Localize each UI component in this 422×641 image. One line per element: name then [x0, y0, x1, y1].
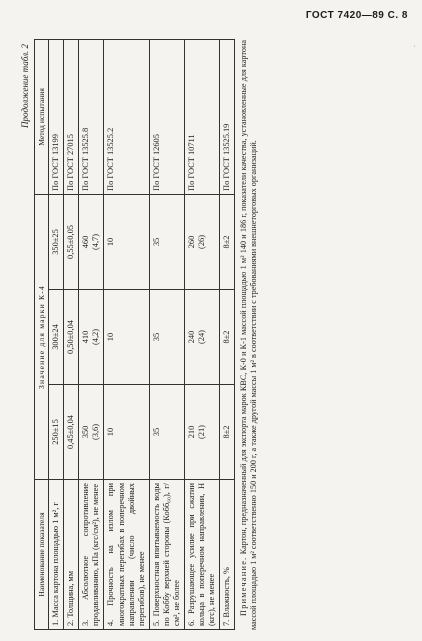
table-row — [79, 39, 104, 629]
row-method: По ГОСТ 13199 — [49, 39, 64, 194]
row-value-cell — [220, 290, 235, 385]
row-value-cell — [220, 194, 235, 289]
row-value: 8±2 — [222, 330, 232, 344]
row-value-cell — [79, 385, 104, 480]
row-value-cell — [64, 194, 79, 289]
row-value-cell — [184, 385, 219, 480]
row-value: 35 — [151, 237, 161, 247]
row-value-cell — [49, 290, 64, 385]
row-value: 350 — [81, 425, 91, 439]
row-value-cell — [64, 385, 79, 480]
row-value-cell — [49, 194, 64, 289]
row-value: 210 — [186, 425, 196, 439]
row-method: По ГОСТ 27015 — [64, 39, 79, 194]
row-name: 6. Разрушающее усилие при сжатии кольца в поперечном направлении, Н (кгс), не менее — [184, 480, 219, 630]
row-value-cell — [104, 194, 149, 289]
row-value-alt-unit: (4,2) — [91, 328, 101, 346]
row-value: 35 — [151, 427, 161, 437]
row-value-alt-unit: (26) — [197, 235, 207, 249]
row-value: 10 — [106, 237, 116, 247]
table-row — [104, 39, 149, 629]
row-value-cell — [64, 290, 79, 385]
row-value: 10 — [106, 332, 116, 342]
specification-table — [34, 39, 235, 630]
table-row — [149, 39, 184, 629]
row-value-alt-unit: (21) — [197, 425, 207, 439]
row-value-cell — [104, 290, 149, 385]
column-header-method: Метод испытания — [35, 39, 49, 194]
row-name: 4. Прочность на излом при многократных перегибах в поперечном направлении (число двойных перегибов), не менее — [104, 480, 149, 630]
table-row — [64, 39, 79, 629]
note-label: Примечание. — [239, 556, 249, 616]
row-value-cell — [184, 194, 219, 289]
row-name: 1. Масса картона площадью 1 м², г — [49, 480, 64, 630]
row-value: 260 — [186, 235, 196, 249]
row-name: 3. Абсолютное сопротивление продавливанию, кПа (кгс/см²), не менее — [79, 480, 104, 630]
row-value: 10 — [106, 427, 116, 437]
row-value: 300±24 — [51, 324, 61, 350]
row-value-cell — [149, 385, 184, 480]
row-value-alt-unit: (4,7) — [91, 233, 101, 251]
row-value-cell — [149, 194, 184, 289]
table-row — [49, 39, 64, 629]
row-method: По ГОСТ 13525.8 — [79, 39, 104, 194]
column-header-value: Значение для марки К-4 — [35, 194, 49, 479]
row-method: По ГОСТ 12605 — [149, 39, 184, 194]
row-name: 5. Поверхностная впитываемость воды по Коббу верхней стороны (Кобб₆₀), г/см², не более — [149, 480, 184, 630]
table-header-row — [35, 39, 49, 629]
row-value: 0,45±0,04 — [66, 415, 76, 449]
table-continuation-label: Продолжение табл. 2 — [20, 44, 30, 128]
row-value-cell — [220, 385, 235, 480]
row-value: 0,55±0,05 — [66, 225, 76, 259]
row-method: По ГОСТ 10711 — [184, 39, 219, 194]
row-value-cell — [49, 385, 64, 480]
row-method: По ГОСТ 13525.2 — [104, 39, 149, 194]
row-method: По ГОСТ 13525.19 — [220, 39, 235, 194]
row-value-cell — [149, 290, 184, 385]
row-value: 0,50±0,04 — [66, 320, 76, 354]
column-header-name: Наименование показателя — [35, 480, 49, 630]
row-value-alt-unit: (24) — [197, 330, 207, 344]
row-value: 240 — [186, 330, 196, 344]
row-value: 460 — [81, 235, 91, 249]
table-row — [220, 39, 235, 629]
rotated-page-content — [20, 40, 400, 630]
row-value: 350±25 — [51, 229, 61, 255]
row-value: 35 — [151, 332, 161, 342]
row-value: 8±2 — [222, 425, 232, 439]
row-name: 7. Влажность, % — [220, 480, 235, 630]
row-name: 2. Толщина, мм — [64, 480, 79, 630]
table-note — [239, 40, 259, 630]
row-value-alt-unit: (3,6) — [91, 423, 101, 441]
margin-mark: ˙ — [413, 44, 416, 53]
table-row — [184, 39, 219, 629]
row-value-cell — [79, 290, 104, 385]
row-value: 410 — [81, 330, 91, 344]
row-value: 250±15 — [51, 419, 61, 445]
page-header: ГОСТ 7420—89 С. 8 — [305, 10, 408, 21]
row-value-cell — [79, 194, 104, 289]
note-text: Картон, предназначенный для экспорта марок КВС, К-0 и К-1 массой площадью 1 м² 140 и 186 г, показатели качества, установленные для картона массой площадью 1 м² соответственно 150 и 200 г, а также другой массы 1 м² в соответствии с требованиями внешнеторговых организаций. — [239, 40, 259, 630]
row-value: 8±2 — [222, 235, 232, 249]
row-value-cell — [184, 290, 219, 385]
row-value-cell — [104, 385, 149, 480]
